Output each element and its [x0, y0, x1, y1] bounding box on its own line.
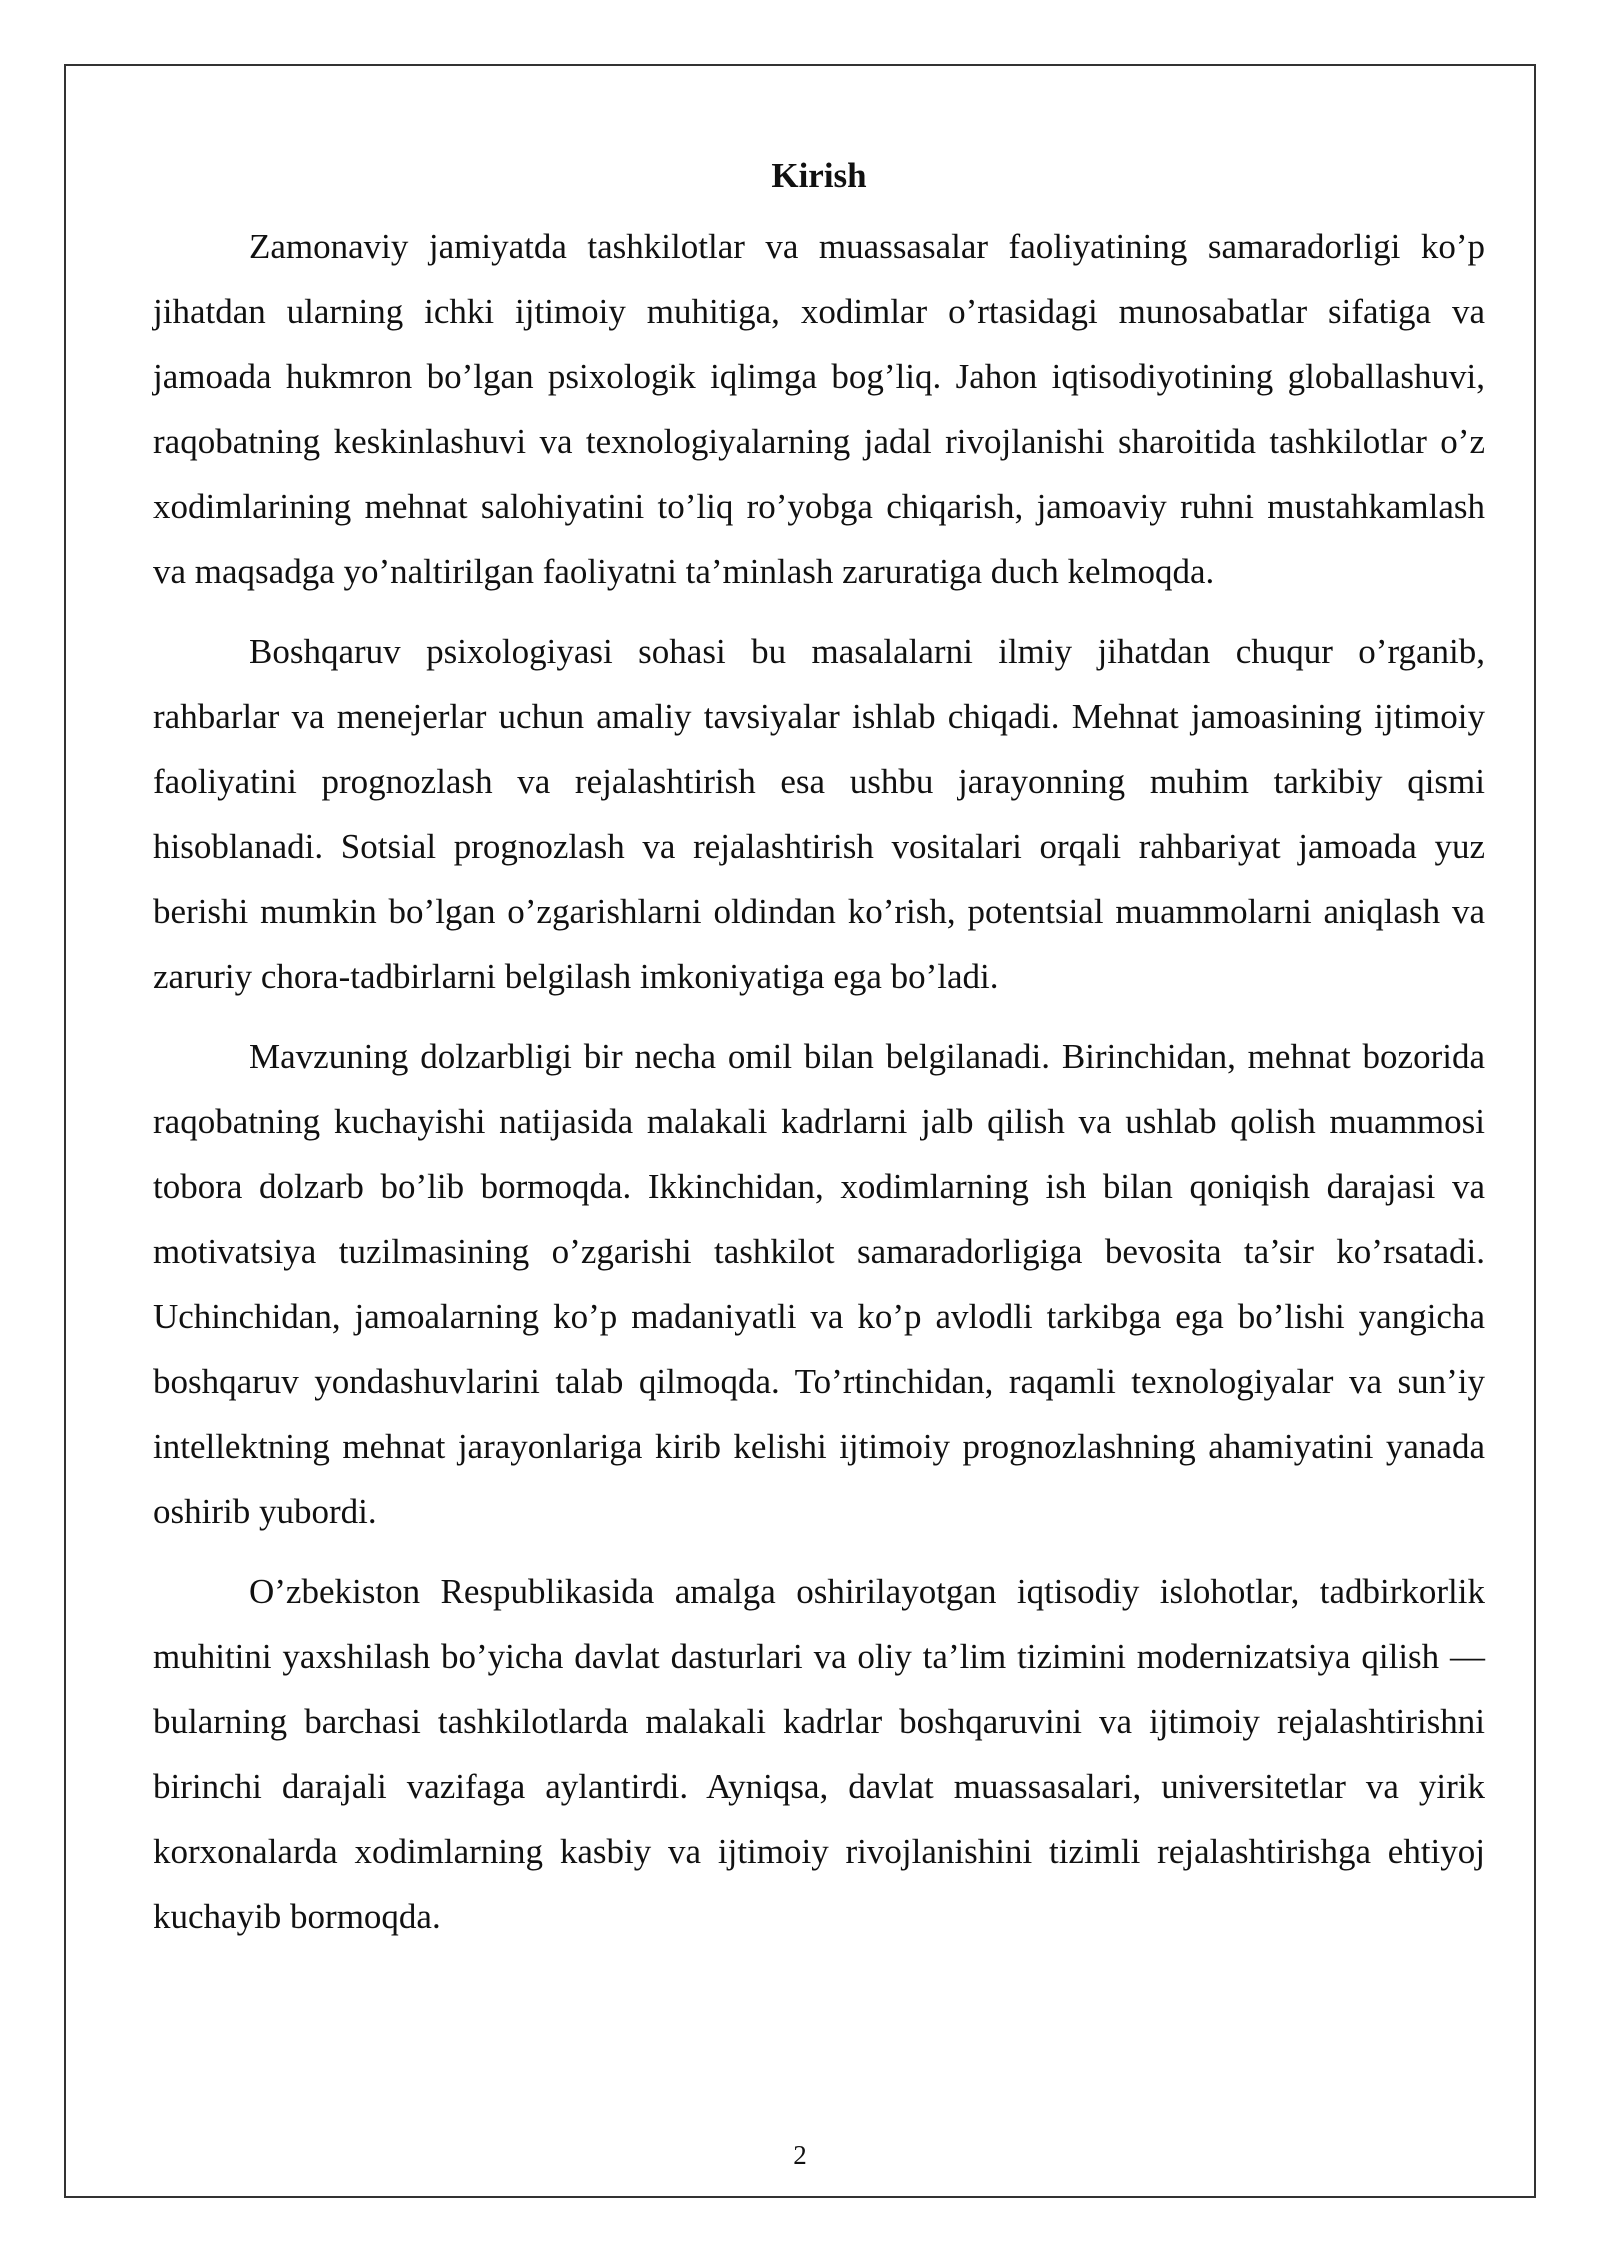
paragraph-3: Mavzuning dolzarbligi bir necha omil bilan belgilanadi. Birinchidan, mehnat bozorida raqobatning kuchayishi natijasida malakali kadrlarni jalb qilish va ushlab qolish muammosi tobora dolzarb bo’lib bormoqda. Ikkinchidan, xodimlarning ish bilan qoniqish darajasi va motivatsiya tuzilmasining o’zgarishi tashkilot samaradorligiga bevosita ta’sir ko’rsatadi. Uchinchidan, jamoalarning ko’p madaniyatli va ko’p avlodli tarkibga ega bo’lishi yangicha boshqaruv yondashuvlarini talab qilmoqda. To’rtinchidan, raqamli texnologiyalar va sun’iy intellektning mehnat jarayonlariga kirib kelishi ijtimoiy prognozlashning ahamiyatini yanada oshirib yubordi.	[153, 1037, 1485, 1531]
document-body	[153, 148, 1485, 1964]
paragraph-2: Boshqaruv psixologiyasi sohasi bu masalalarni ilmiy jihatdan chuqur o’rganib, rahbarlar va menejerlar uchun amaliy tavsiyalar ishlab chiqadi. Mehnat jamoasining ijtimoiy faoliyatini prognozlash va rejalashtirish esa ushbu jarayonning muhim tarkibiy qismi hisoblanadi. Sotsial prognozlash va rejalashtirish vositalari orqali rahbariyat jamoada yuz berishi mumkin bo’lgan o’zgarishlarni oldindan ko’rish, potentsial muammolarni aniqlash va zaruriy chora-tadbirlarni belgilash imkoniyatiga ega bo’ladi.	[153, 632, 1485, 996]
section-title: Kirish	[771, 156, 867, 195]
paragraph-4: O’zbekiston Respublikasida amalga oshirilayotgan iqtisodiy islohotlar, tadbirkorlik muhitini yaxshilash bo’yicha davlat dasturlari va oliy ta’lim tizimini modernizatsiya qilish — bularning barchasi tashkilotlarda malakali kadrlar boshqaruvini va ijtimoiy rejalashtirishni birinchi darajali vazifaga aylantirdi. Ayniqsa, davlat muassasalari, universitetlar va yirik korxonalarda xodimlarning kasbiy va ijtimoiy rivojlanishini tizimli rejalashtirishga ehtiyoj kuchayib bormoqda.	[153, 1572, 1485, 1936]
paragraph-1: Zamonaviy jamiyatda tashkilotlar va muassasalar faoliyatining samaradorligi ko’p jihatdan ularning ichki ijtimoiy muhitiga, xodimlar o’rtasidagi munosabatlar sifatiga va jamoada hukmron bo’lgan psixologik iqlimga bog’liq. Jahon iqtisodiyotining globallashuvi, raqobatning keskinlashuvi va texnologiyalarning jadal rivojlanishi sharoitida tashkilotlar o’z xodimlarining mehnat salohiyatini to’liq ro’yobga chiqarish, jamoaviy ruhni mustahkamlash va maqsadga yo’naltirilgan faoliyatni ta’minlash zaruratiga duch kelmoqda.	[153, 227, 1485, 591]
page-number: 2	[793, 2140, 807, 2170]
